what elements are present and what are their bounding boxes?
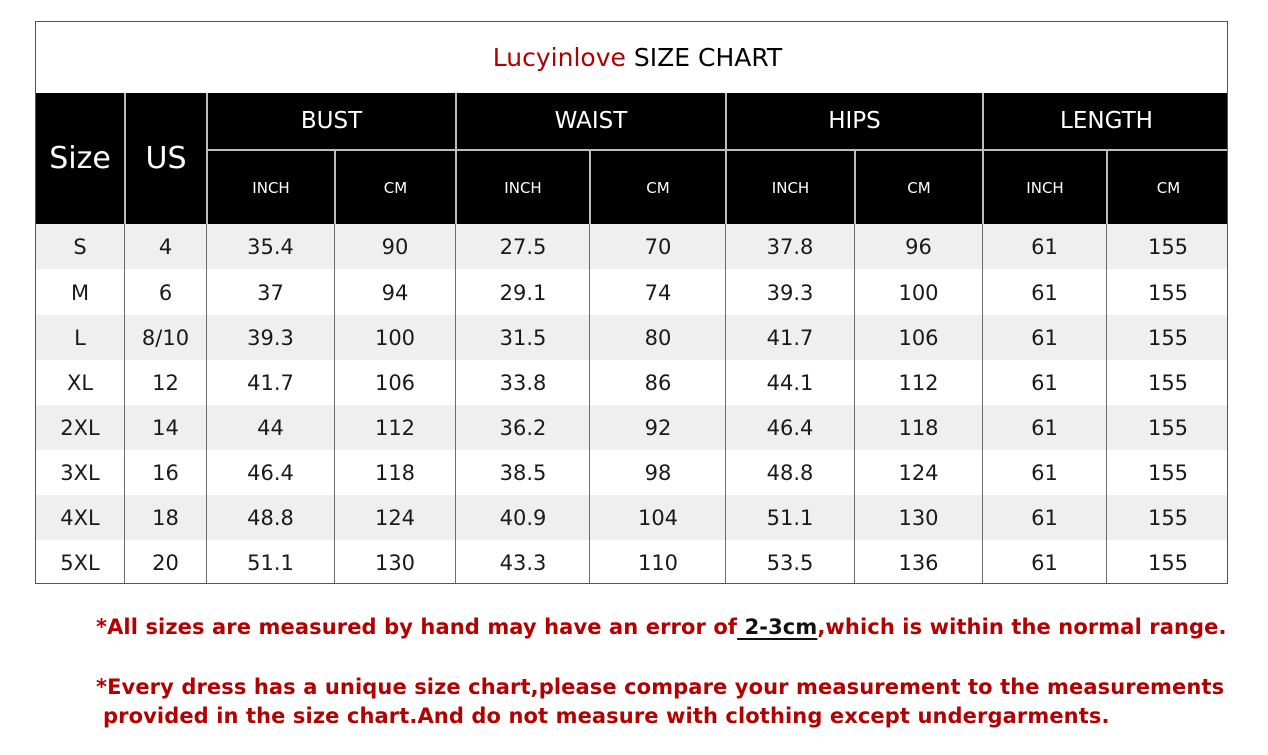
table-cell: 106 (898, 325, 939, 350)
unit-label: INCH (252, 178, 290, 197)
column-divider (982, 224, 983, 584)
table-cell: 112 (374, 415, 416, 440)
table-cell: 46.4 (766, 415, 814, 440)
unit-label: CM (383, 178, 408, 197)
table-cell: 155 (1147, 550, 1189, 575)
table-cell: 130 (374, 550, 416, 575)
table-cell: 44 (257, 415, 284, 440)
note-text: ,which is within the normal range. (817, 615, 1227, 639)
table-cell: 51.1 (247, 550, 294, 575)
table-cell: 16 (152, 460, 179, 485)
table-row (36, 360, 1227, 405)
table-cell: 40.9 (499, 505, 547, 530)
table-cell: 6 (158, 280, 173, 305)
table-cell: 3XL (60, 460, 100, 485)
table-cell: 48.8 (247, 505, 294, 530)
column-divider (725, 224, 726, 584)
table-cell: 100 (898, 280, 939, 305)
chart-title (36, 22, 1227, 93)
table-cell: 2XL (60, 415, 100, 440)
unit-label: INCH (1026, 178, 1064, 197)
table-cell: 37 (257, 280, 284, 305)
table-cell: 41.7 (766, 325, 814, 350)
table-cell: 35.4 (247, 234, 294, 259)
table-cell: 155 (1147, 370, 1189, 395)
table-cell: 118 (374, 460, 416, 485)
table-cell: 96 (905, 234, 932, 259)
table-cell: 61 (1031, 415, 1058, 440)
table-row (36, 270, 1227, 315)
measurement-note (96, 615, 1227, 639)
column-divider (455, 224, 456, 584)
table-cell: 46.4 (247, 460, 294, 485)
table-cell: 29.1 (499, 280, 547, 305)
table-row (36, 315, 1227, 360)
note-text: *All sizes are measured by hand may have an error of (96, 615, 738, 639)
table-row (36, 450, 1227, 495)
table-cell: M (70, 280, 90, 305)
table-cell: 51.1 (766, 505, 814, 530)
table-header (36, 93, 1227, 224)
error-range: 2-3cm (737, 615, 818, 639)
table-cell: 12 (152, 370, 179, 395)
table-cell: 80 (644, 325, 672, 350)
table-cell: 48.8 (766, 460, 814, 485)
table-cell: 155 (1147, 325, 1189, 350)
size-chart-note-line2: provided in the size chart.And do not measure with clothing except undergarments. (103, 704, 1110, 728)
unit-label: INCH (504, 178, 542, 197)
column-divider (589, 224, 590, 584)
table-cell: 155 (1147, 415, 1189, 440)
table-cell: 94 (381, 280, 409, 305)
title-text: SIZE CHART (633, 43, 783, 72)
table-cell: 4 (158, 234, 173, 259)
table-cell: L (74, 325, 86, 350)
table-row (36, 405, 1227, 450)
brand-name: Lucyinlove (492, 43, 626, 72)
table-cell: 112 (898, 370, 939, 395)
table-cell: 110 (637, 550, 679, 575)
unit-label: INCH (771, 178, 810, 197)
table-cell: 124 (898, 460, 939, 485)
header-length: LENGTH (1060, 108, 1153, 134)
table-cell: 155 (1147, 234, 1189, 259)
table-cell: 124 (374, 505, 416, 530)
table-cell: 155 (1147, 280, 1189, 305)
table-cell: 5XL (60, 550, 100, 575)
unit-label: CM (646, 178, 670, 197)
table-row (36, 224, 1227, 269)
header-size: Size (49, 141, 111, 176)
table-cell: 33.8 (499, 370, 547, 395)
table-cell: 53.5 (766, 550, 814, 575)
table-cell: 20 (152, 550, 179, 575)
table-cell: 118 (898, 415, 939, 440)
table-cell: 4XL (60, 505, 100, 530)
unit-label: CM (907, 178, 931, 197)
table-cell: 14 (152, 415, 179, 440)
column-divider (334, 224, 335, 584)
table-cell: 44.1 (766, 370, 814, 395)
header-bust: BUST (300, 108, 363, 134)
table-cell: 61 (1031, 370, 1058, 395)
size-chart-table (35, 21, 1228, 584)
table-cell: 106 (374, 370, 416, 395)
table-cell: XL (66, 370, 94, 395)
table-cell: 41.7 (247, 370, 294, 395)
table-cell: 100 (374, 325, 416, 350)
table-cell: S (73, 234, 87, 259)
table-cell: 18 (152, 505, 179, 530)
table-row (36, 540, 1227, 584)
header-hips: HIPS (828, 108, 881, 134)
table-cell: 39.3 (766, 280, 814, 305)
table-body (36, 224, 1227, 584)
header-waist: WAIST (554, 108, 628, 134)
table-cell: 61 (1031, 234, 1058, 259)
table-cell: 61 (1031, 505, 1058, 530)
column-divider (854, 224, 855, 584)
table-cell: 37.8 (766, 234, 814, 259)
size-chart-note-line1: *Every dress has a unique size chart,please compare your measurement to the measurements (96, 675, 1225, 699)
column-divider (1106, 224, 1107, 584)
table-cell: 43.3 (499, 550, 547, 575)
unit-label: CM (1156, 178, 1181, 197)
table-cell: 155 (1147, 505, 1189, 530)
table-cell: 27.5 (499, 234, 547, 259)
table-cell: 98 (644, 460, 672, 485)
table-cell: 155 (1147, 460, 1189, 485)
table-cell: 74 (644, 280, 672, 305)
table-cell: 8/10 (141, 325, 190, 350)
table-cell: 130 (898, 505, 939, 530)
table-cell: 136 (898, 550, 939, 575)
table-cell: 86 (644, 370, 672, 395)
table-cell: 61 (1031, 280, 1058, 305)
table-cell: 36.2 (499, 415, 547, 440)
table-cell: 104 (637, 505, 679, 530)
header-us: US (145, 141, 187, 176)
table-cell: 61 (1031, 325, 1058, 350)
table-cell: 90 (381, 234, 409, 259)
table-cell: 31.5 (499, 325, 547, 350)
table-cell: 39.3 (247, 325, 294, 350)
table-row (36, 495, 1227, 540)
column-divider (206, 224, 207, 584)
table-cell: 38.5 (499, 460, 547, 485)
table-cell: 61 (1031, 460, 1058, 485)
column-divider (124, 224, 125, 584)
table-cell: 70 (644, 234, 672, 259)
table-cell: 61 (1031, 550, 1058, 575)
table-cell: 92 (644, 415, 672, 440)
